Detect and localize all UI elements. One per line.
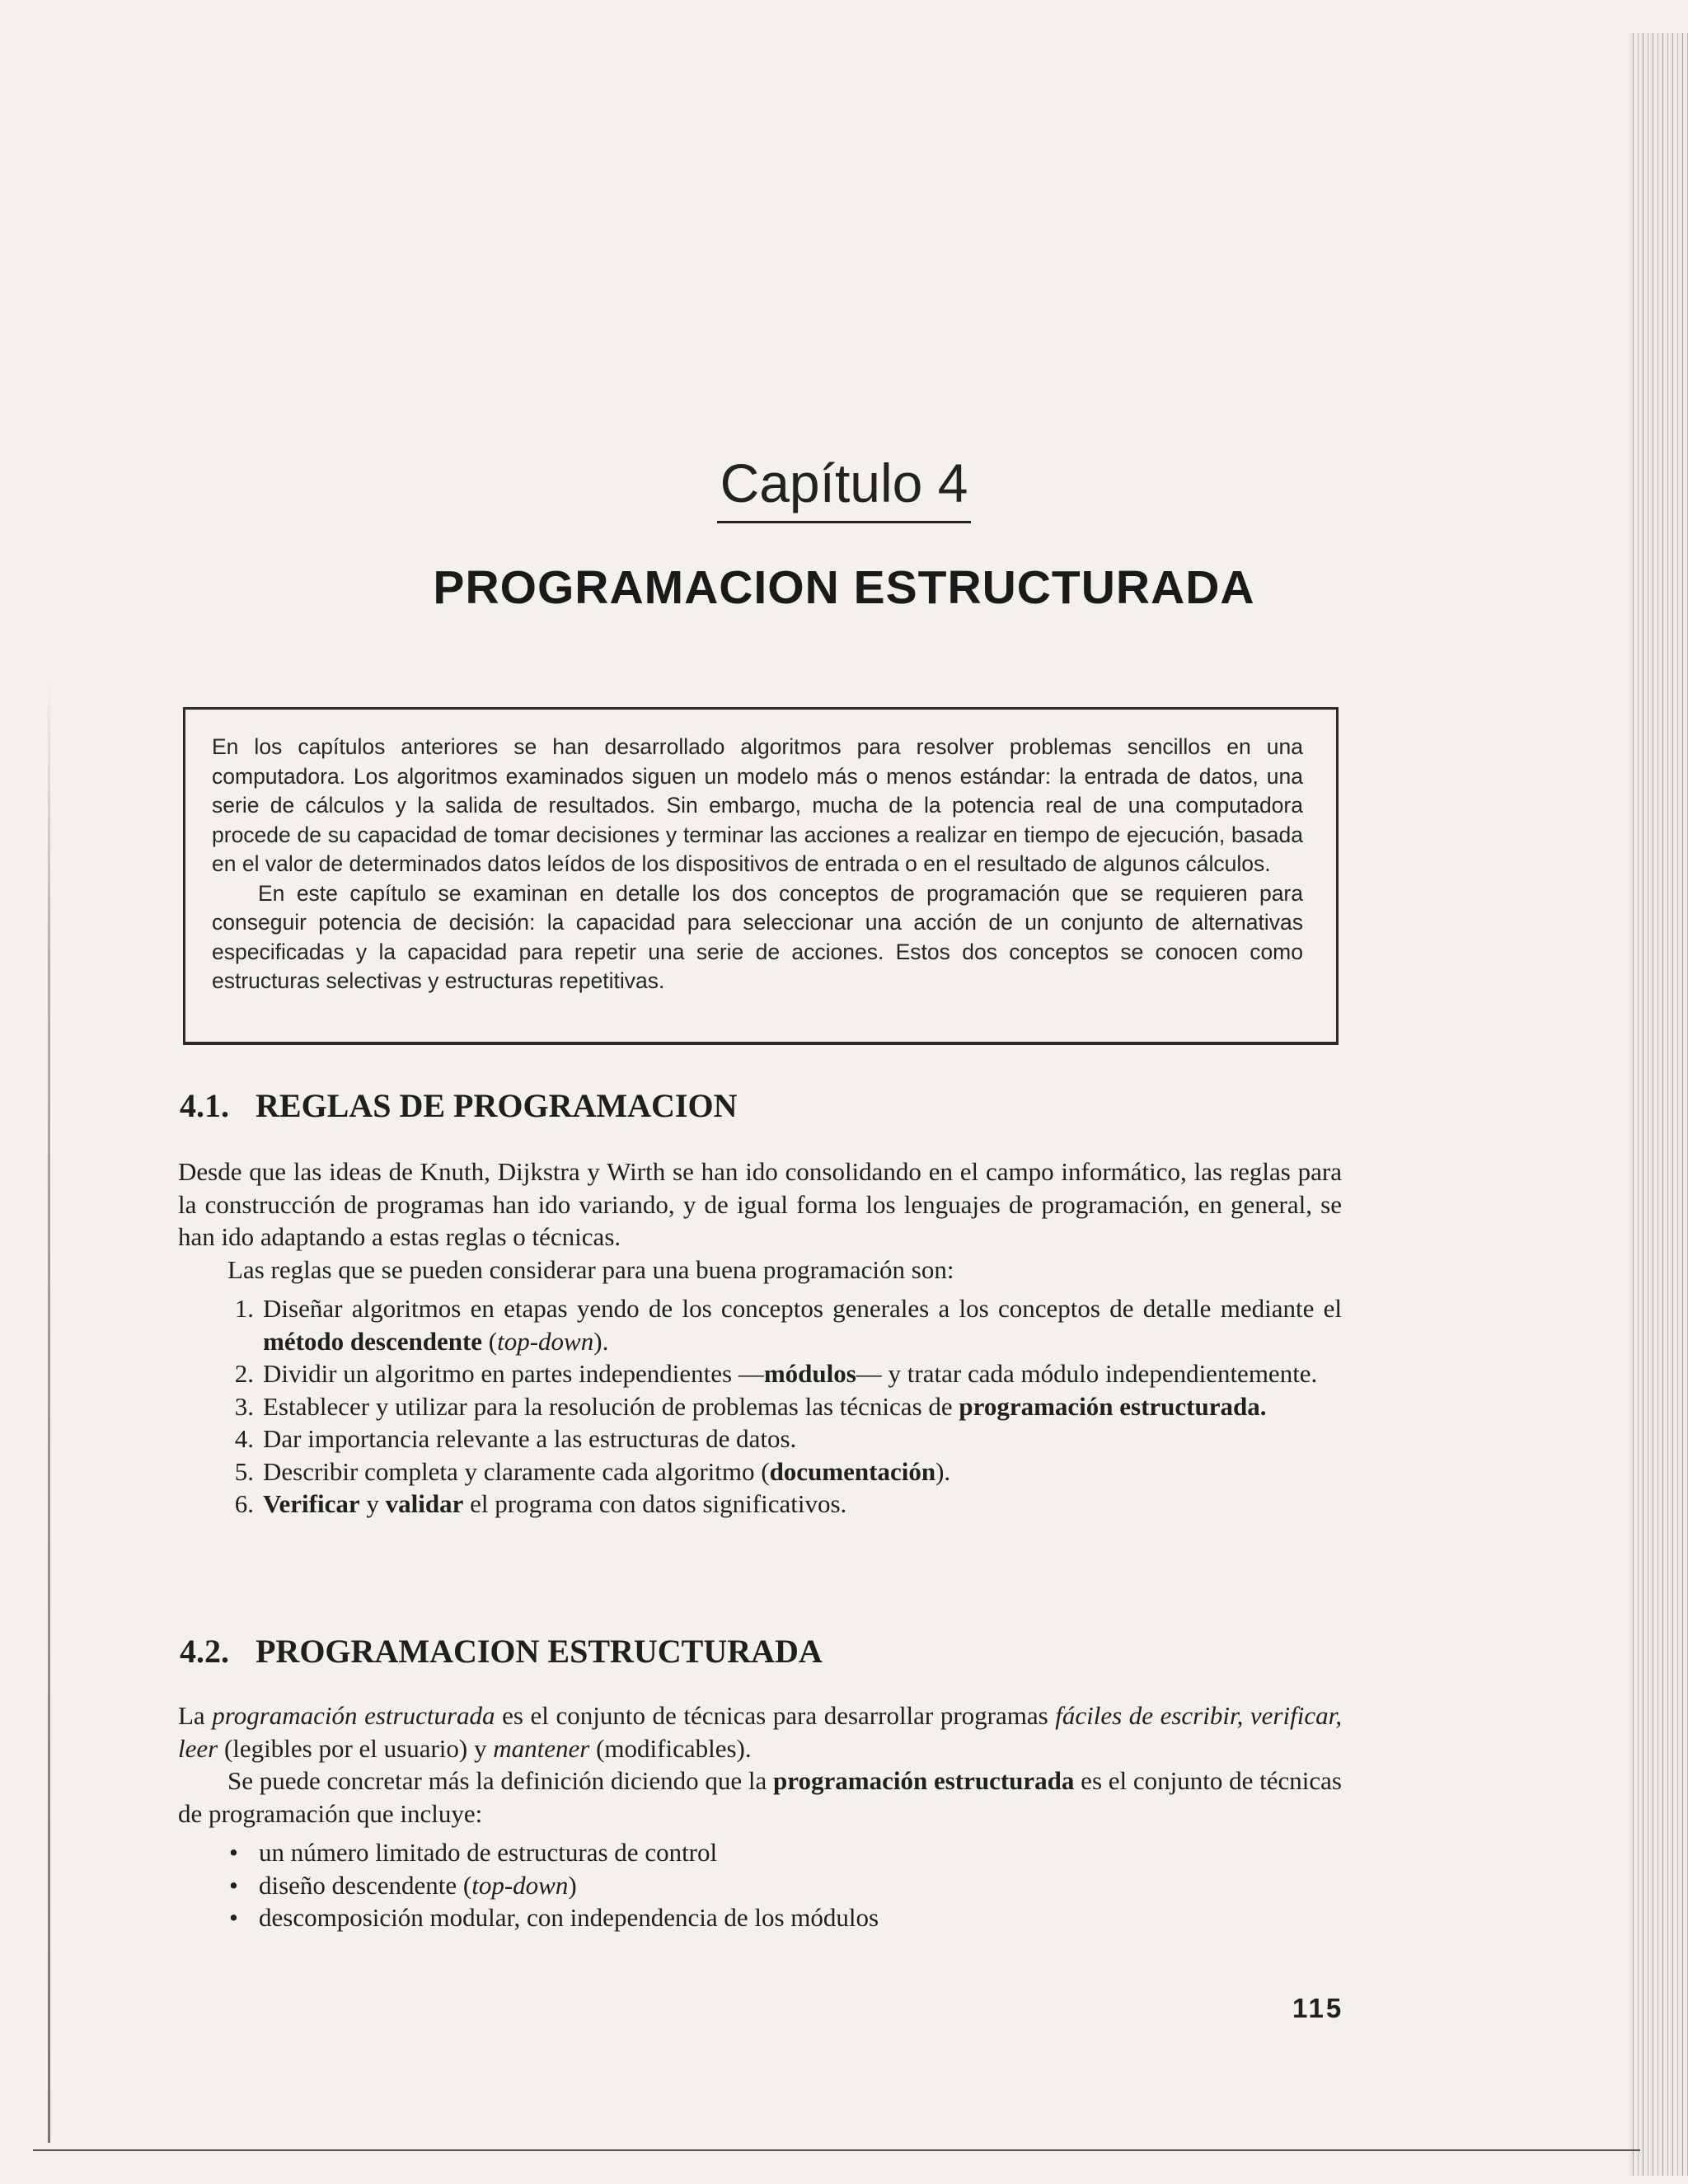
bullet-text: descomposición modular, con independencia de los módulos [259,1903,879,1932]
list-italic-text: top-down [497,1326,594,1356]
list-text: ). [935,1456,951,1486]
list-text: ( [482,1326,498,1356]
italic-text: programación estructurada [212,1701,495,1730]
section-number: 4.2. [180,1633,229,1670]
book-binding-edge [1629,33,1688,2176]
list-bold-text: programación estructurada. [959,1391,1267,1421]
section-heading-4-1 [180,1086,737,1125]
page-left-edge [48,676,50,2143]
text: La [178,1701,213,1730]
list-bold-text: módulos [763,1359,856,1388]
list-number: 2. [234,1359,254,1388]
list-text: ). [593,1326,609,1356]
abstract-paragraph-2: En este capítulo se examinan en detalle los dos conceptos de programación que se requieren para conseguir potencia de decisión: la capacidad para seleccionar una acción de un conjunto de alternativas especificadas y la capacidad para repetir una serie de acciones. Estos dos conceptos se conocen como estructuras selectivas y estructuras repetitivas. [212,880,1303,993]
bullet-text: diseño descendente ( [259,1870,472,1900]
list-item [178,1422,1342,1455]
list-bold-text: Verificar [263,1489,360,1518]
abstract-paragraph-1: En los capítulos anteriores se han desarrollado algoritmos para resolver problemas sencillos en una computadora. Los algoritmos examinados siguen un modelo más o menos estándar: la entrada de datos, una serie de cálculos y la salida de resultados. Sin embargo, mucha de la potencia real de una computadora procede de su capacidad de tomar decisiones y terminar las acciones a realizar en tiempo de ejecución, basada en el valor de determinados datos leídos de los dispositivos de entrada o en el resultado de algunos cálculos. [212,734,1303,876]
paragraph: Las reglas que se pueden considerar para una buena programación son: [227,1254,954,1284]
list-bold-text: validar [385,1489,464,1518]
list-item [178,1455,1342,1488]
list-text: y [359,1489,386,1518]
list-number: 6. [234,1489,254,1518]
list-text: el programa con datos significativos. [463,1489,847,1518]
text: es el conjunto de técnicas para desarrollar programas [495,1701,1056,1730]
list-text: Dar importancia relevante a las estructuras de datos. [263,1424,797,1453]
chapter-label-text: Capítulo 4 [717,452,972,523]
section-heading-4-2 [180,1632,823,1671]
text: (legibles por el usuario) y [218,1733,494,1763]
bullet-italic-text: top-down [471,1870,569,1900]
rules-list [178,1292,1342,1521]
section-title: PROGRAMACION ESTRUCTURADA [256,1633,823,1670]
paragraph: Desde que las ideas de Knuth, Dijkstra y Wirth se han ido consolidando en el campo informático, las reglas para la construcción de programas han ido variando, y de igual forma los lenguajes de programación, en general, se han ido adaptando a estas reglas o técnicas. [178,1157,1342,1251]
list-item [178,1488,1342,1521]
bullet-icon: • [229,1838,238,1867]
techniques-list [178,1836,1342,1934]
section-number: 4.1. [180,1087,229,1124]
list-text: Dividir un algoritmo en partes independientes — [263,1359,764,1388]
page-number: 115 [1292,1993,1344,2023]
text: Se puede concretar más la definición diciendo que la [227,1766,774,1795]
italic-text: mantener [493,1733,590,1763]
page-bottom-edge [33,2149,1640,2151]
section-title: REGLAS DE PROGRAMACION [256,1087,738,1124]
bullet-item [178,1869,1342,1902]
bullet-text: un número limitado de estructuras de control [259,1838,718,1867]
bold-text: programación estructurada [773,1766,1075,1795]
bullet-item [178,1901,1342,1934]
list-bold-text: documentación [769,1456,936,1486]
italic-text: fáciles de escribir, verificar, leer [178,1701,1342,1763]
section-4-2-body [178,1699,1342,1934]
bullet-icon: • [229,1870,238,1900]
section-4-1-body [178,1155,1342,1521]
bullet-text: ) [568,1870,577,1900]
list-text: Describir completa y claramente cada algoritmo ( [263,1456,770,1486]
bullet-icon: • [229,1903,238,1932]
list-text: — y tratar cada módulo independientemente. [856,1359,1318,1388]
bullet-item [178,1836,1342,1869]
list-number: 3. [234,1391,254,1421]
list-text: Establecer y utilizar para la resolución de problemas las técnicas de [263,1391,959,1421]
paragraph [178,1765,1342,1830]
list-item [178,1390,1342,1423]
list-bold-text: método descendente [263,1326,483,1356]
chapter-label [0,452,1688,523]
text: es el conjunto de técnicas de programación que incluye: [178,1766,1342,1828]
chapter-abstract-box [183,707,1339,1045]
paragraph [178,1699,1342,1765]
list-item [178,1357,1342,1390]
list-text: Diseñar algoritmos en etapas yendo de los conceptos generales a los conceptos de detalle mediante el [263,1294,1342,1323]
text: (modificables). [589,1733,752,1763]
chapter-title: PROGRAMACION ESTRUCTURADA [433,561,1255,614]
list-number: 1. [234,1294,254,1323]
list-item [178,1292,1342,1357]
list-number: 5. [234,1456,254,1486]
list-number: 4. [234,1424,254,1453]
